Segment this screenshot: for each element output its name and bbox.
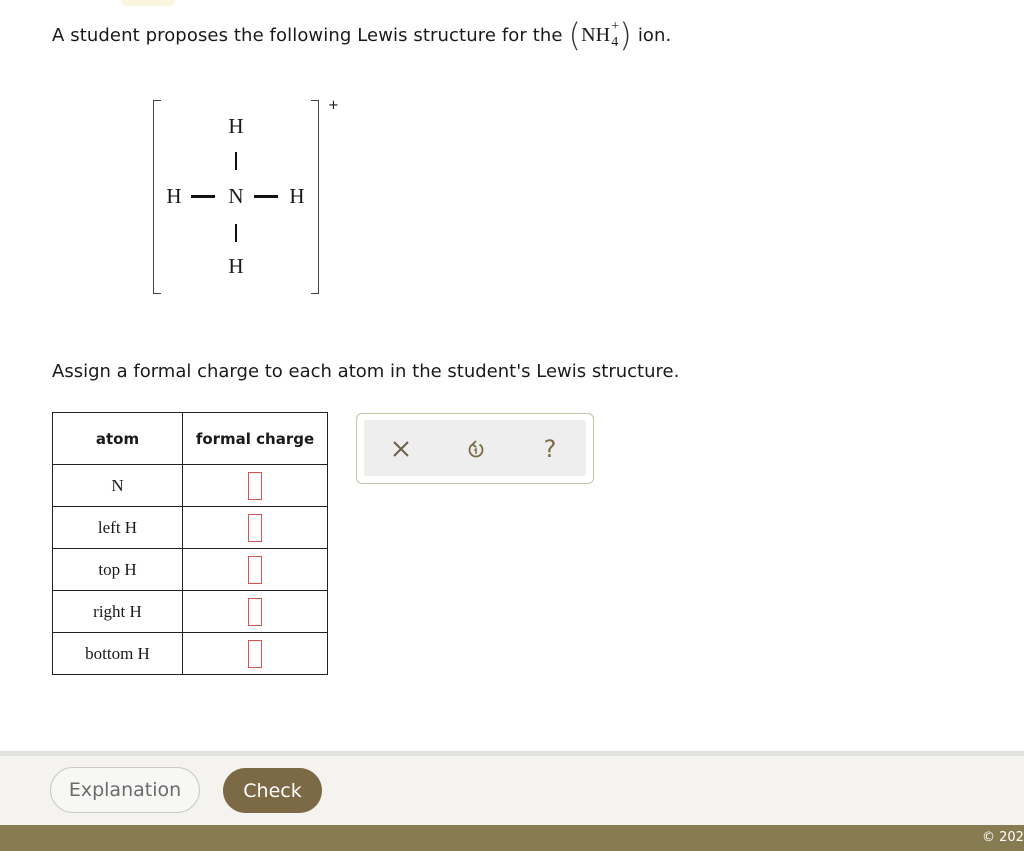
center-n-atom: N xyxy=(228,184,244,208)
formal-charge-input-top-h[interactable] xyxy=(248,556,262,584)
check-button[interactable]: Check xyxy=(223,768,322,813)
explanation-button[interactable]: Explanation xyxy=(50,767,200,813)
formula-sup: + xyxy=(611,19,620,34)
bottom-bar xyxy=(0,825,1024,851)
left-bracket xyxy=(153,100,161,294)
question-suffix: ion. xyxy=(637,24,672,46)
atom-label: N xyxy=(53,465,183,507)
table-row xyxy=(53,591,328,633)
right-bracket xyxy=(311,100,319,294)
top-h-atom: H xyxy=(228,114,244,138)
instruction-text: Assign a formal charge to each atom in the student's Lewis structure. xyxy=(52,361,680,382)
atom-label: top H xyxy=(53,549,183,591)
question-prefix: A student proposes the following Lewis structure for the xyxy=(52,24,563,46)
atom-label: bottom H xyxy=(53,633,183,675)
left-h-atom: H xyxy=(166,184,182,208)
formal-charge-input-n[interactable] xyxy=(248,472,262,500)
top-tab-indicator xyxy=(121,0,175,6)
question-text xyxy=(52,18,671,52)
clear-button[interactable] xyxy=(386,434,416,464)
right-h-atom: H xyxy=(289,184,305,208)
undo-icon xyxy=(466,439,486,459)
help-icon: ? xyxy=(543,435,557,463)
lewis-structure xyxy=(145,96,345,301)
answer-tools-panel xyxy=(356,413,594,484)
header-formal-charge: formal charge xyxy=(183,413,328,465)
undo-button[interactable] xyxy=(461,434,491,464)
top-bond xyxy=(235,152,237,170)
table-row xyxy=(53,549,328,591)
formal-charge-input-right-h[interactable] xyxy=(248,598,262,626)
footer xyxy=(0,756,1024,825)
table-row xyxy=(53,507,328,549)
atom-label: left H xyxy=(53,507,183,549)
bottom-bond xyxy=(235,224,237,242)
table-header-row xyxy=(53,413,328,465)
bottom-h-atom: H xyxy=(228,254,244,278)
close-icon xyxy=(392,440,410,458)
formula-sub: 4 xyxy=(611,35,619,50)
atom-label: right H xyxy=(53,591,183,633)
help-button[interactable] xyxy=(535,434,565,464)
left-bond xyxy=(191,195,215,198)
formal-charge-input-bottom-h[interactable] xyxy=(248,640,262,668)
header-atom: atom xyxy=(53,413,183,465)
formula-main: NH xyxy=(581,23,611,46)
copyright-text: © 202 xyxy=(982,830,1024,845)
table-row xyxy=(53,633,328,675)
formal-charge-table xyxy=(52,412,328,675)
ion-formula: ( NH + 4 ) xyxy=(568,16,632,54)
table-row xyxy=(53,465,328,507)
ion-charge: + xyxy=(328,98,339,113)
formal-charge-input-left-h[interactable] xyxy=(248,514,262,542)
right-bond xyxy=(254,195,278,198)
